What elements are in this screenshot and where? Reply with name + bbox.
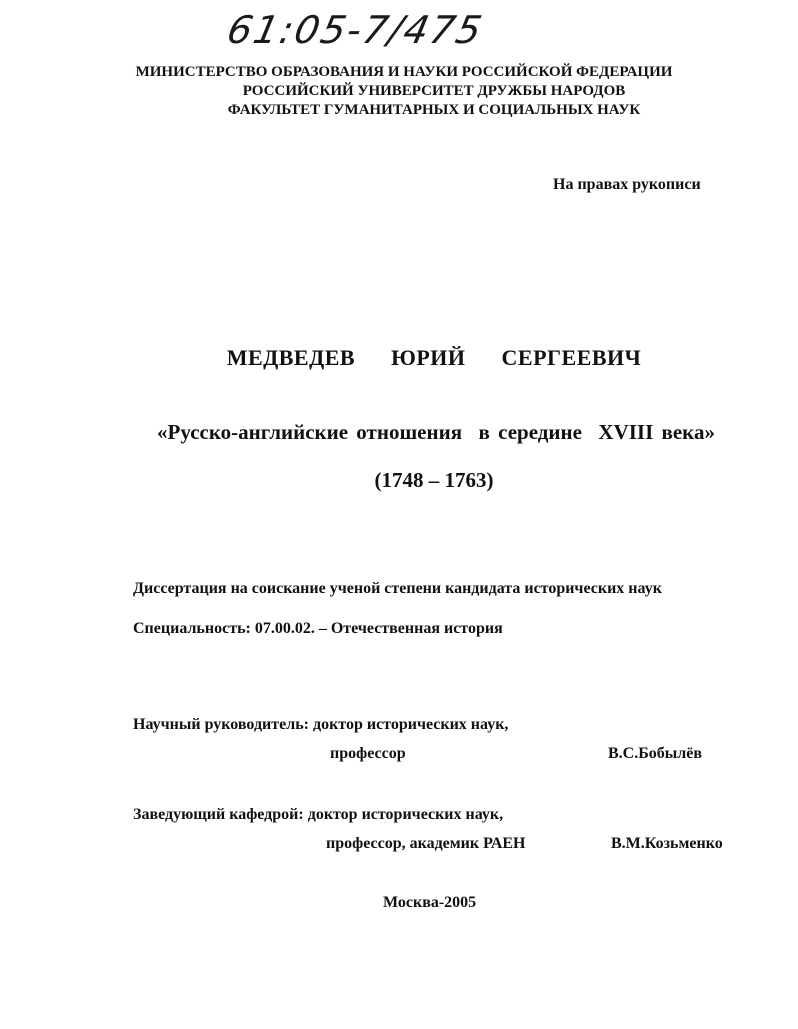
head-of-department-title: профессор, академик РАЕН [326,835,526,852]
institution-header [0,63,798,120]
rights-notice: На правах рукописи [553,176,701,193]
head-of-department-label: Заведующий кафедрой: доктор исторических наук, [133,806,504,823]
university-name: РОССИЙСКИЙ УНИВЕРСИТЕТ ДРУЖБЫ НАРОДОВ [242,83,626,99]
period-years: (1748 – 1763) [374,468,494,492]
head-of-department-name: В.М.Козьменко [611,835,723,852]
supervisor-name: В.С.Бобылёв [608,745,703,762]
dissertation-title: «Русско-английские отношения в середине XVIII века» [157,420,715,444]
supervisor-label: Научный руководитель: доктор исторических наук, [133,716,509,733]
supervisor-title: профессор [330,745,406,762]
city-year: Москва-2005 [383,894,477,911]
author-name: МЕДВЕДЕВ ЮРИЙ СЕРГЕЕВИЧ [226,345,642,370]
handwritten-archive-mark: 61:05-7/475 [223,8,488,52]
specialty-line: Специальность: 07.00.02. – Отечественная история [133,620,503,637]
faculty-name: ФАКУЛЬТЕТ ГУМАНИТАРНЫХ И СОЦИАЛЬНЫХ НАУК [227,102,641,118]
dissertation-degree: Диссертация на соискание ученой степени кандидата исторических наук [133,580,662,597]
ministry-name: МИНИСТЕРСТВО ОБРАЗОВАНИЯ И НАУКИ РОССИЙСКОЙ ФЕДЕРАЦИИ [135,64,673,80]
